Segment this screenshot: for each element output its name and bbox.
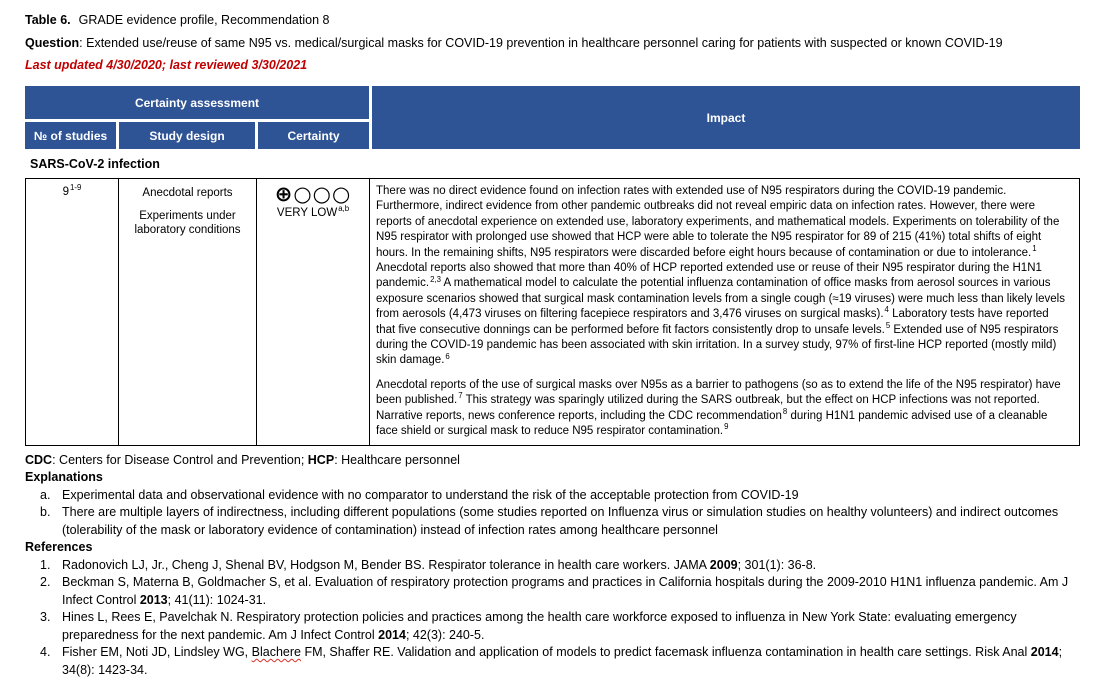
reference-item-4 bbox=[40, 644, 1080, 679]
evidence-table-header bbox=[25, 86, 1080, 149]
references-list bbox=[25, 557, 1080, 680]
study-design-cell bbox=[119, 179, 257, 446]
evidence-table-row bbox=[26, 179, 1080, 446]
certainty-cell bbox=[257, 179, 370, 446]
table-caption-title: GRADE evidence profile, Recommendation 8 bbox=[78, 13, 330, 27]
num-studies-value: 9 bbox=[62, 186, 70, 198]
explanation-marker: a. bbox=[40, 487, 51, 502]
abbreviations-note: CDC: Centers for Disease Control and Prevention; HCP: Healthcare personnel bbox=[25, 452, 460, 467]
reference-text: Hines L, Rees E, Pavelchak N. Respiratory protection policies and practices among the health care workforce exposed to influenza in New York State: evaluating emergency preparedness for the next pandemic. Am J Infect Control 2014; 42(3): 240-5. bbox=[62, 610, 1017, 642]
reference-text: Beckman S, Materna B, Goldmacher S, et al. Evaluation of respiratory protection programs and practices in California hospitals during the 2009-2010 H1N1 influenza pandemic. Am J Infect Control 2013; 41(11): 1024-31. bbox=[62, 575, 1069, 607]
question-text: : Extended use/reuse of same N95 vs. medical/surgical masks for COVID-19 prevention in healthcare personnel caring for patients with suspected or known COVID-19 bbox=[79, 35, 1003, 50]
certainty-rating-footnote-marks: a,b bbox=[338, 204, 350, 214]
explanation-marker: b. bbox=[40, 505, 51, 519]
references-heading: References bbox=[25, 540, 93, 554]
header-certainty: Certainty bbox=[258, 122, 369, 149]
impact-paragraph-2: Anecdotal reports of the use of surgical masks over N95s as a barrier to pathogens (so as to extend the life of the N95 respirator) have been published.$^7$ This strategy was sparingly utilized during the SARS outbreak, but the effect on HCP infections was not reported. Narrative reports, news conference reports, including the CDC recommendation$^8$ during H1N1 pandemic advised use of a cleanable face shield or surgical mask to reduce N95 respirator contamination.$^9$ bbox=[376, 378, 1061, 438]
header-impact: Impact bbox=[372, 86, 1080, 149]
reference-number: 3. bbox=[40, 610, 51, 624]
impact-paragraph-1: There was no direct evidence found on infection rates with extended use of N95 respirators during the COVID-19 pandemic. Furthermore, indirect evidence from other pandemic outbreaks did not reveal empiric data on infection rates. However, there were reports of anecdotal experience on extended use, laboratory experiments, and mathematical models. Experiments on tolerability of the N95 respirator with prolonged use showed that HCP were able to tolerate the N95 respirator for 89 of 215 (41%) total shifts of eight hours. In the remaining shifts, N95 respirators were discarded before eight hours because of contamination or due to intolerance.$^1$ Anecdotal reports also showed that more than 40% of HCP reported extended use or reuse of their N95 respirator during the H1N1 pandemic.$^{2,3}$ A mathematical model to calculate the potential influenza contamination of office masks from aerosol sources in various exposure scenarios showed that surgical mask contamination levels from a single cough (≈19 viruses) were much less than likely levels from aerosols (4,473 viruses on filtering facepiece respirators and 3,476 viruses on surgical masks).$^4$ Laboratory tests have reported that five consecutive donnings can be performed before fit factors consistently drop to unsafe levels.$^5$ Extended use of N95 respirators during the COVID-19 pandemic has been associated with skin irritation. In a survey study, 97% of first-line HCP reported (mostly mild) skin damage.$^6$ bbox=[376, 185, 1065, 367]
section-label-sars-cov-2-infection: SARS-CoV-2 infection bbox=[30, 157, 160, 171]
grade-filled-circle-icon: ⊕ bbox=[274, 182, 294, 206]
grade-rating-icon bbox=[258, 182, 368, 207]
explanation-text: There are multiple layers of indirectness, including different populations (some studies reported on Influenza virus or simulation studies on healthy volunteers) and indirect outcomes (tolerability of the mask or laboratory evidence of contamination) instead of infection rates among healthcare personnel bbox=[62, 505, 1059, 537]
num-studies-cell bbox=[26, 179, 119, 446]
reference-number: 4. bbox=[40, 645, 51, 659]
reference-item-3 bbox=[40, 609, 1080, 644]
study-design-item: Anecdotal reports bbox=[142, 187, 233, 199]
study-design-item: Experiments under laboratory conditions bbox=[134, 209, 241, 236]
question-label: Question bbox=[25, 35, 80, 50]
table-caption-label: Table 6. bbox=[25, 13, 71, 27]
reference-text: Radonovich LJ, Jr., Cheng J, Shenal BV, Hodgson M, Bender BS. Respirator tolerance in health care workers. JAMA 2009; 301(1): 36-8. bbox=[62, 557, 817, 572]
grade-empty-circles-icon: ○○○ bbox=[293, 182, 352, 206]
reference-number: 2. bbox=[40, 575, 51, 589]
reference-item-2 bbox=[40, 574, 1080, 609]
evidence-table bbox=[25, 178, 1080, 446]
header-certainty-assessment: Certainty assessment bbox=[25, 86, 369, 119]
certainty-rating-text: VERY LOW bbox=[276, 207, 338, 219]
header-num-studies: № of studies bbox=[25, 122, 116, 149]
explanation-text: Experimental data and observational evidence with no comparator to understand the risk of the acceptable protection from COVID-19 bbox=[62, 487, 799, 502]
explanations-list bbox=[25, 487, 1080, 540]
certainty-rating-label bbox=[258, 204, 368, 220]
explanation-item-b bbox=[40, 504, 1080, 539]
num-studies-ref-range: 1-9 bbox=[70, 183, 82, 193]
question-line bbox=[25, 35, 1080, 52]
table-caption bbox=[25, 12, 1080, 29]
reference-text: Fisher EM, Noti JD, Lindsley WG, Blachere FM, Shaffer RE. Validation and application of models to predict facemask influenza contamination in health care settings. Risk Anal 2014; 34(8): 1423-34. bbox=[62, 645, 1063, 677]
reference-number: 1. bbox=[40, 557, 51, 572]
last-updated-note: Last updated 4/30/2020; last reviewed 3/30/2021 bbox=[25, 58, 308, 72]
explanation-item-a bbox=[40, 487, 1080, 505]
footnotes-section bbox=[25, 452, 1080, 680]
reference-item-1 bbox=[40, 557, 1080, 575]
explanations-heading: Explanations bbox=[25, 470, 103, 484]
header-study-design: Study design bbox=[119, 122, 255, 149]
impact-cell bbox=[370, 179, 1080, 446]
